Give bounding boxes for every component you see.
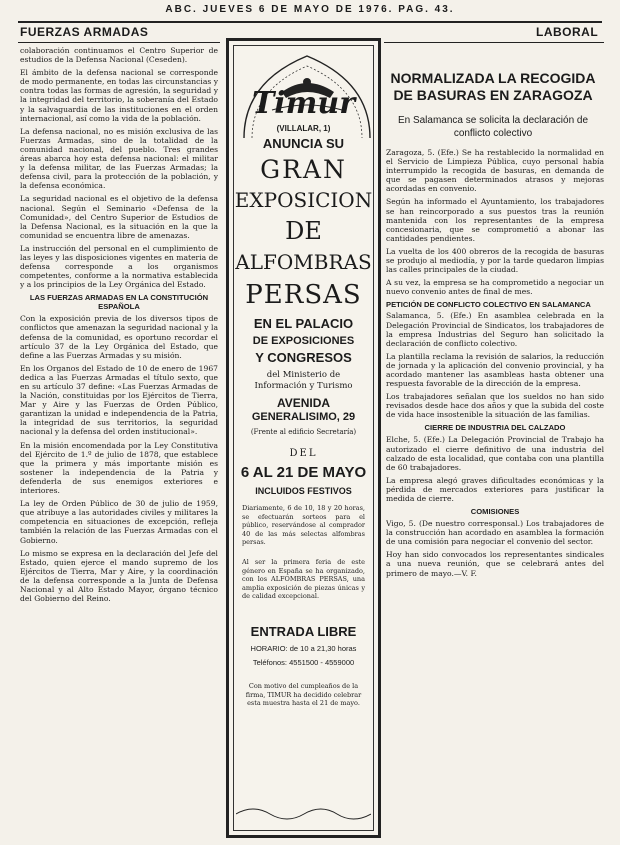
ad-avenue: AVENIDA <box>276 396 331 410</box>
ad-inner-border <box>233 45 374 831</box>
left-paragraph: La seguridad nacional es el objetivo de la defensa nacional. Según el Seminario «Defensa de la Comunidad», del Centro Superior de Estudios de la Defensa Nacional, es la situación en la que la comunidad se encuentra libre de amenazas. <box>20 194 218 240</box>
ad-announce: ANUNCIA SU <box>262 136 345 151</box>
right-paragraph: Los trabajadores señalan que los sueldos no han sido revisados desde hace dos años y que la subida del coste de vida hace insostenible la situación de las familias. <box>386 392 604 420</box>
ad-brand-sub: (VILLALAR, 1) <box>276 124 331 133</box>
right-subhead: CIERRE DE INDUSTRIA DEL CALZADO <box>424 423 566 433</box>
right-subhead: COMISIONES <box>470 507 520 517</box>
header-rule <box>18 21 602 23</box>
right-column <box>386 148 604 840</box>
ad-title-gran: GRAN <box>260 155 347 184</box>
ad-note: Al ser la primera feria de este género en España se ha organizado, con los ALFOMBRAS PERSAS, una amplia exposición de piezas únicas y de calidad excepcional. <box>242 558 365 600</box>
ad-avenue-note: (Frente al edificio Secretaría) <box>250 428 357 436</box>
right-paragraph: La vuelta de los 400 obreros de la recogida de basuras se produjo al mediodía, y por la tarde quedaron limpias las calles principales de la ciudad. <box>386 246 604 275</box>
ad-title-de: DE <box>285 217 322 245</box>
article-subtitle: En Salamanca se solicita la declaración de conflicto colectivo <box>397 115 589 139</box>
ad-entry: ENTRADA LIBRE <box>250 624 357 639</box>
left-section-rule <box>18 42 220 43</box>
ad-del: DEL <box>289 448 318 459</box>
ad-phones: Teléfonos: 4551500 - 4559000 <box>252 658 355 667</box>
right-paragraph: Salamanca, 5. (Efe.) En asamblea celebrada en la Delegación Provincial de Sindicatos, los trabajadores de la empresa Industrias del Seguro han solicitado la declaración de conflicto colectivo. <box>386 311 604 348</box>
ad-dates: 6 AL 21 DE MAYO <box>240 464 367 481</box>
ad-venue-line: DE EXPOSICIONES <box>252 335 355 347</box>
ad-title-exposicion: EXPOSICION <box>234 188 373 212</box>
ad-ministry: del Ministerio de Información y Turismo <box>254 370 353 391</box>
ad-title-alfombras: ALFOMBRAS <box>235 250 372 274</box>
right-paragraph: La plantilla reclama la revisión de salarios, la reducción de jornada y la aplicación del convenio provincial, y ha acordado mantener las asambleas hasta obtener una respuesta favorable de la dirección de la empresa. <box>386 351 604 389</box>
right-paragraph: Elche, 5. (Efe.) La Delegación Provincial de Trabajo ha autorizado el cierre definitivo de una industria del calzado de esta localidad, que contaba con una plantilla de 60 trabajadores. <box>386 435 604 472</box>
left-paragraph: Lo mismo se expresa en la declaración del Jefe del Estado, quien ejerce el mando supremo de los Ejércitos de Tierra, Mar y Aire, y la coordinación de la defensa corresponde a la Junta de Defensa Nacional y al Alto Estado Mayor, órgano técnico del Gobierno del Reino. <box>20 548 218 604</box>
ad-venue-line: EN EL PALACIO <box>253 316 354 331</box>
left-subhead: LAS FUERZAS ARMADAS EN LA CONSTITUCIÓN ESPAÑOLA <box>29 293 209 312</box>
ad-hours: HORARIO: de 10 a 21,30 horas <box>250 644 357 653</box>
left-paragraph: La defensa nacional, no es misión exclusiva de las Fuerzas Armadas, sino de la totalidad de la comunidad nacional, del pueblo. Tres grandes áreas abarca hoy esta defensa nacional: el militar y la defensa militar, de las Fuerzas Armadas; la defensa civil, para la protección de la población, y la defensa económica. <box>20 126 218 191</box>
ad-note: Diariamente, 6 de 10, 18 y 20 horas, se efectuarán sorteos para el público, reservándose al comprador 40 de las más selectas alfombras persas. <box>242 504 365 546</box>
left-paragraph: La ley de Orden Público de 30 de julio de 1959, que atribuye a las autoridades civiles y militares la competencia en situaciones de excepción, refleja también la relación de las Fuerzas Armadas con el Gobierno. <box>20 499 218 545</box>
left-paragraph: En la misión encomendada por la Ley Constitutiva del Ejército de 1.º de julio de 1878, que establece que la primera y más importante misión es sostener la independencia de la Patria y defenderla de sus enemigos exteriores e interiores. <box>20 440 218 496</box>
ad-footer: Con motivo del cumpleaños de la firma, TIMUR ha decidido celebrar esta muestra hasta el 21 de mayo. <box>245 682 362 707</box>
ad-venue-line: Y CONGRESOS <box>255 350 352 365</box>
right-section-rule <box>384 42 604 43</box>
right-paragraph: La empresa alegó graves dificultades económicas y la pérdida de mercados exteriores para justificar la medida de cierre. <box>386 475 604 503</box>
ad-avenue: GENERALISIMO, 29 <box>251 411 356 423</box>
page-header: ABC. JUEVES 6 DE MAYO DE 1976. PAG. 43. <box>165 4 455 15</box>
right-paragraph: Hoy han sido convocados los representantes sindicales a una nueva reunión, que se celebrará antes del primero de mayo.—V. F. <box>386 550 604 578</box>
ad-brand: Timur <box>251 86 356 121</box>
right-subhead: PETICIÓN DE CONFLICTO COLECTIVO EN SALAMANCA <box>386 300 591 310</box>
right-paragraph: Zaragoza, 5. (Efe.) Se ha restablecido la normalidad en el Servicio de Limpieza Pública, cuyo personal había interrumpido la recogida de basuras, en demanda de que se pagasen determinados atrasos y mejoras acordadas en convenio. <box>386 148 604 194</box>
left-paragraph: La instrucción del personal en el cumplimiento de las leyes y las disposiciones vigentes en materia de defensa corresponde a los organismos competentes, conforme a la normativa establecida y a los principios de la Ley Orgánica del Estado. <box>20 243 218 290</box>
left-paragraph: colaboración continuamos el Centro Superior de estudios de la Defensa Nacional (Ceseden). <box>20 46 218 65</box>
right-paragraph: Según ha informado el Ayuntamiento, los trabajadores se han reincorporado a sus puestos tras la reunión mantenida con los representantes de la empresa concesionaria, que se comprometió a abonar las cantidades pendientes. <box>386 197 604 243</box>
right-paragraph: Vigo, 5. (De nuestro corresponsal.) Los trabajadores de la construcción han acordado en asamblea la formación de una comisión para negociar el convenio del sector. <box>386 519 604 547</box>
ad-title-persas: PERSAS <box>245 280 362 310</box>
section-laboral: LABORAL <box>536 25 599 39</box>
article-headline: NORMALIZADA LA RECOGIDA DE BASURAS EN ZARAGOZA <box>390 70 596 103</box>
carpet-exhibition-ad <box>226 38 381 838</box>
section-fuerzas-armadas: FUERZAS ARMADAS <box>20 25 149 39</box>
right-paragraph: A su vez, la empresa se ha comprometido a negociar un nuevo convenio antes de final de mes. <box>386 278 604 297</box>
left-column <box>20 46 218 840</box>
left-paragraph: El ámbito de la defensa nacional se corresponde de modo permanente, en todas las circunstancias y contra todas las formas de agresión, la seguridad y la integridad del territorio, la soberanía del Estado y la salvaguardia de las instituciones en el orden internacional, así como la vida de la población. <box>20 68 218 123</box>
ad-holidays: INCLUIDOS FESTIVOS <box>255 486 352 496</box>
left-paragraph: Con la exposición previa de los diversos tipos de conflictos que amenazan la seguridad nacional y la defensa de la comunidad, es oportuno recordar el artículo 37 de la Ley Orgánica del Estado, que define a las Fuerzas Armadas y su misión. <box>20 314 218 360</box>
left-paragraph: En los Organos del Estado de 10 de enero de 1967 dedica a las Fuerzas Armadas el título sexto, que en su artículo 37 define: «Las Fuerzas Armadas de la Nación, constituidas por los Ejércitos de Tierra, Mar y Aire y las Fuerzas de Orden Público, garantizan la unidad e independencia de la Patria, la integridad de sus territorios, la seguridad nacional y la defensa del orden institucional». <box>20 363 218 437</box>
ornament-border-icon <box>236 804 371 824</box>
